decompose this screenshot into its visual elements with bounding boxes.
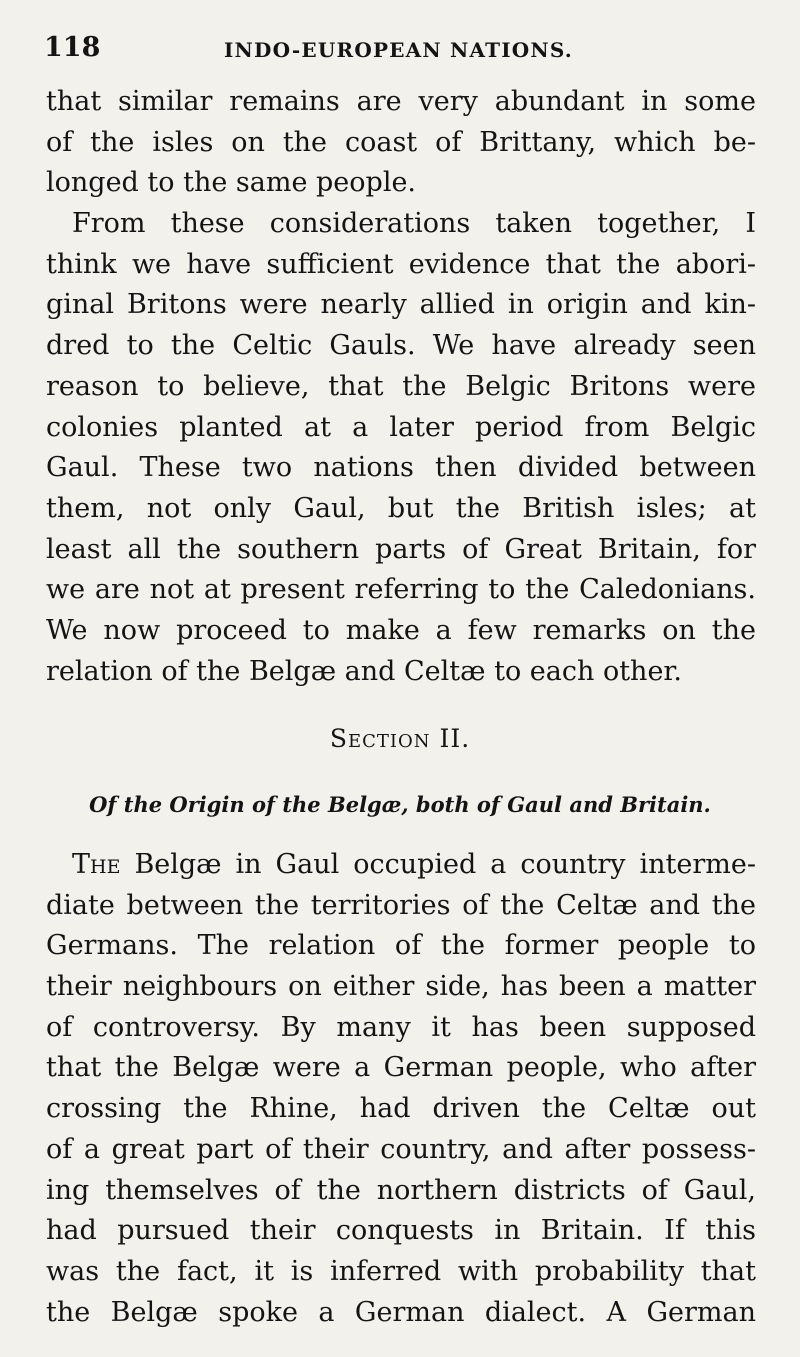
text-line [46,163,756,204]
line-text: of the isles on the coast of Brittany, which be- [46,126,756,158]
section-heading: Section II. [329,724,471,753]
line-text: crossing the Rhine, had driven the Celtæ out [46,1093,756,1125]
running-title: INDO-EUROPEAN NATIONS. [224,38,573,62]
page-number: 118 [44,32,101,63]
text-line [46,326,756,367]
text-line [46,1008,756,1049]
line-text: them, not only Gaul, but the British isles; at [46,492,756,524]
line-text: the Belgæ spoke a German dialect. A German [46,1296,756,1328]
line-text: of a great part of their country, and after possess- [46,1133,756,1165]
text-line [46,845,756,886]
line-text: least all the southern parts of Great Britain, for [46,533,756,565]
paragraph-block-2 [46,845,756,1333]
line-text: colonies planted at a later period from Belgic [46,411,756,443]
text-line [46,285,756,326]
text-line [46,489,756,530]
text-line [46,245,756,286]
text-line [46,367,756,408]
line-text: of controversy. By many it has been supposed [46,1011,756,1043]
line-text: relation of the Belgæ and Celtæ to each other. [46,655,682,687]
text-line [46,1048,756,1089]
text-line [46,1089,756,1130]
text-line [46,652,756,693]
text-line [46,204,756,245]
line-text: longed to the same people. [46,167,417,199]
line-text: We now proceed to make a few remarks on the [46,614,756,646]
line-text: Germans. The relation of the former people to [46,930,756,962]
text-line [46,967,756,1008]
text-line [46,1252,756,1293]
paragraph-block-1 [46,82,756,692]
line-text: Belgæ in Gaul occupied a country interme- [120,849,756,880]
text-line [46,886,756,927]
line-text: that the Belgæ were a German people, who after [46,1052,756,1084]
text-line [46,448,756,489]
line-text: their neighbours on either side, has been a matter [46,971,756,1003]
line-text: diate between the territories of the Celtæ and the [46,889,756,921]
line-text: reason to believe, that the Belgic Britons were [46,370,756,402]
line-text: that similar remains are very abundant in some [46,86,756,117]
line-text: ginal Britons were nearly allied in origin and kin- [46,289,756,321]
text-line [46,570,756,611]
text-line [46,1293,756,1334]
line-text: we are not at present referring to the Caledonians. [46,574,756,606]
text-line [46,408,756,449]
text-line [46,82,756,123]
text-line [46,1211,756,1252]
text-line [46,530,756,571]
section-subtitle: Of the Origin of the Belgæ, both of Gaul and Britain. [89,792,711,817]
text-line [46,611,756,652]
text-line [46,1171,756,1212]
lead-word: The [72,849,121,880]
line-text: From these considerations taken together, I [72,208,756,240]
line-text: dred to the Celtic Gauls. We have already seen [46,330,756,362]
line-text: Gaul. These two nations then divided between [46,452,756,484]
line-text: was the fact, it is inferred with probability that [46,1255,756,1287]
text-line [46,123,756,164]
text-line [46,926,756,967]
text-line [46,1130,756,1171]
line-text: think we have sufficient evidence that the abori- [46,248,756,280]
line-text: had pursued their conquests in Britain. If this [46,1215,756,1247]
line-text: ing themselves of the northern districts of Gaul, [46,1174,756,1206]
page-header [44,30,756,70]
